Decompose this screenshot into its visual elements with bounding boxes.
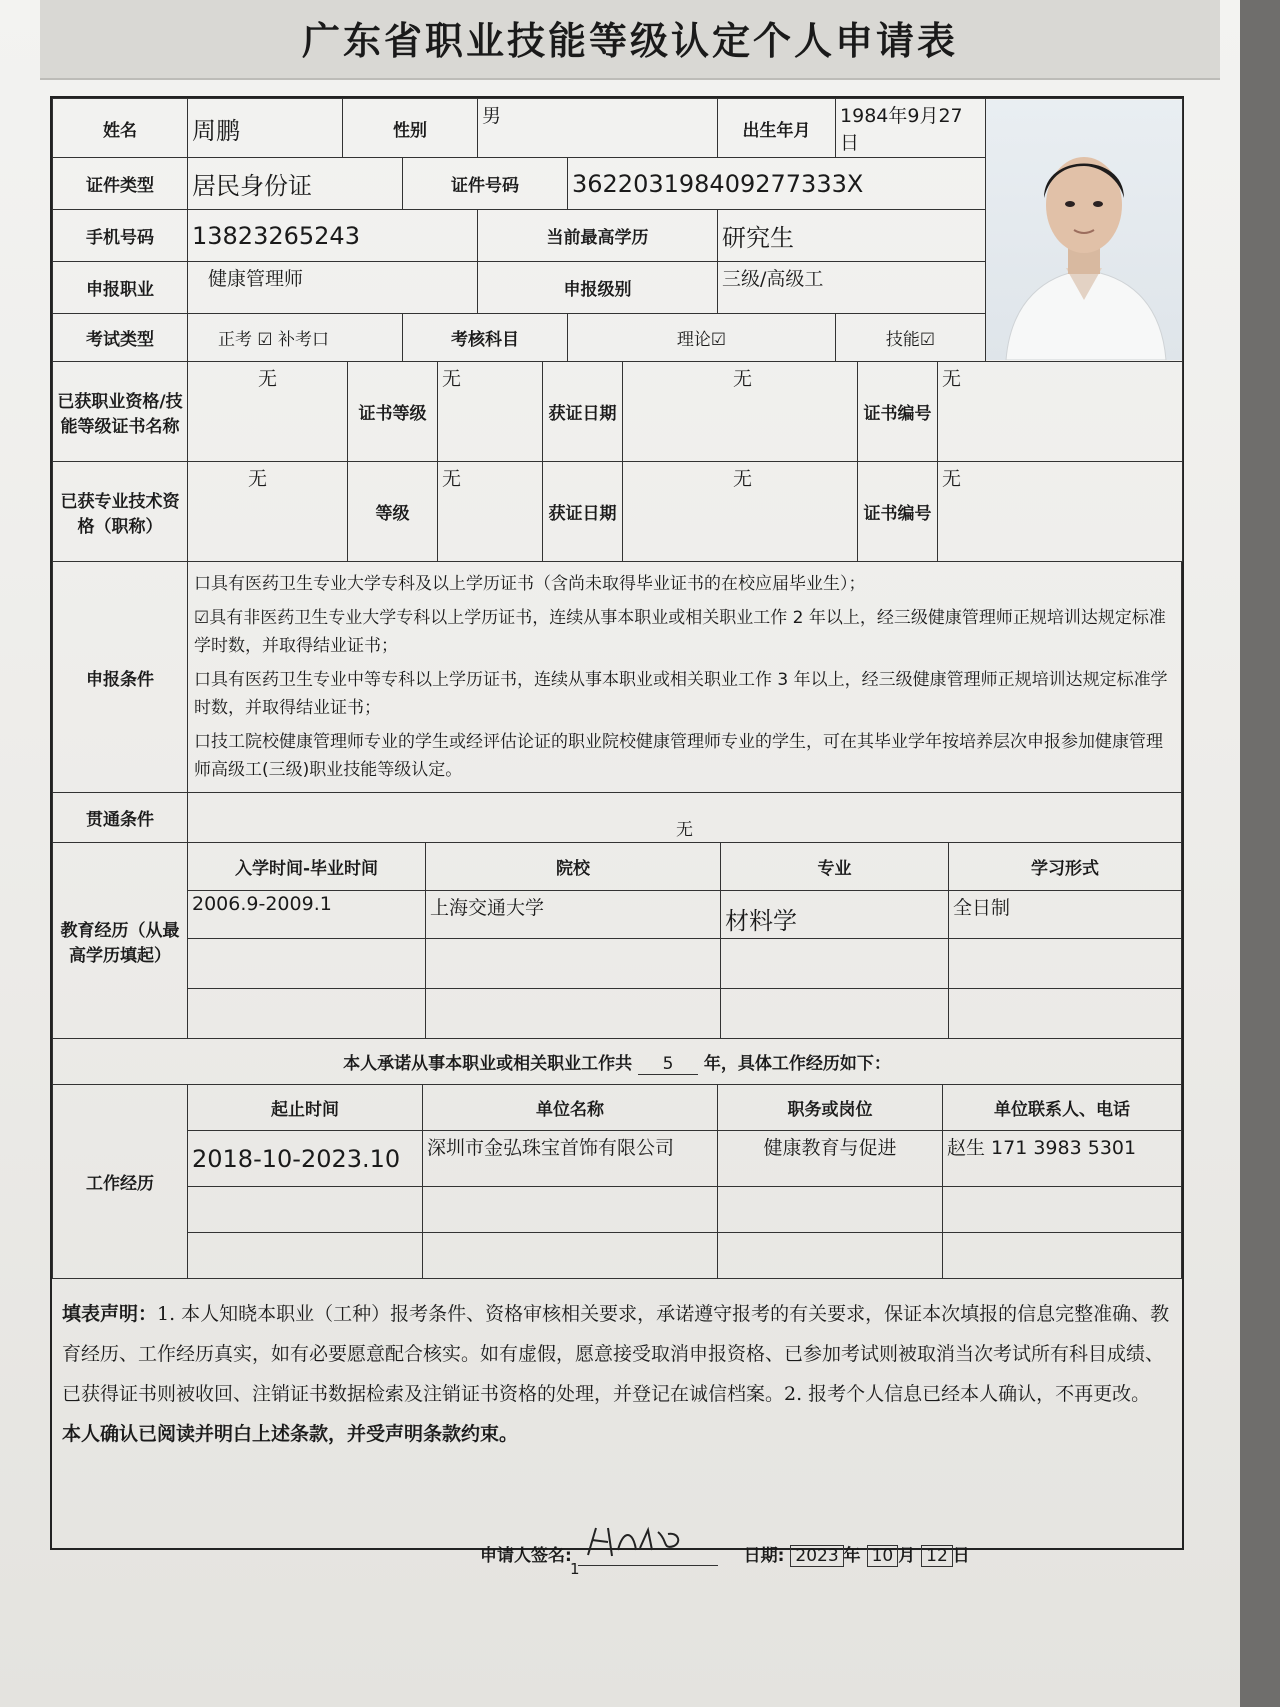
- cert1-grade-label: 证书等级: [348, 362, 438, 462]
- phone-value: 13823265243: [188, 210, 478, 262]
- through-label: 贯通条件: [53, 793, 188, 843]
- signature-scribble: [578, 1520, 718, 1560]
- edu-header-major: 专业: [721, 843, 949, 891]
- edu-major: 材料学: [721, 891, 949, 939]
- cert1-grade: 无: [438, 362, 543, 462]
- work-empty-cell: [423, 1233, 718, 1279]
- level-value: 三级/高级工: [718, 262, 986, 314]
- edu-header-mode: 学习形式: [949, 843, 1182, 891]
- id-type-label: 证件类型: [53, 158, 188, 210]
- date-day: 12: [921, 1545, 953, 1567]
- cert1-date: 无: [623, 362, 858, 462]
- date-year: 2023: [790, 1545, 843, 1567]
- work-promise-prefix: 本人承诺从事本职业或相关职业工作共: [343, 1053, 633, 1074]
- date-year-unit: 年: [843, 1546, 861, 1566]
- job-label: 申报职业: [53, 262, 188, 314]
- date-label: 日期:: [743, 1546, 785, 1566]
- edu-empty-cell: [949, 989, 1182, 1039]
- name-label: 姓名: [53, 99, 188, 158]
- birth-value: 1984年9月27日: [836, 99, 986, 158]
- subject-label: 考核科目: [403, 314, 568, 362]
- form-title: 广东省职业技能等级认定个人申请表: [301, 19, 958, 63]
- work-promise: [53, 1039, 1182, 1085]
- work-contact: 赵生 171 3983 5301: [943, 1131, 1182, 1187]
- id-type-value: 居民身份证: [188, 158, 403, 210]
- cert1-name: 无: [188, 362, 348, 462]
- edu-empty-cell: [949, 939, 1182, 989]
- phone-label: 手机号码: [53, 210, 188, 262]
- work-empty-cell: [943, 1233, 1182, 1279]
- edu-empty-cell: [188, 939, 426, 989]
- condition-item: 口技工院校健康管理师专业的学生或经评估论证的职业院校健康管理师专业的学生，可在其毕业学年按培养层次申报参加健康管理师高级工(三级)职业技能等级认定。: [194, 732, 1163, 780]
- work-empty-cell: [943, 1187, 1182, 1233]
- applicant-photo: [986, 100, 1182, 360]
- level-label: 申报级别: [478, 262, 718, 314]
- edu-empty-cell: [426, 989, 721, 1039]
- education-label: 教育经历（从最高学历填起）: [53, 843, 188, 1039]
- edu-header-school: 院校: [426, 843, 721, 891]
- conditions-label: 申报条件: [53, 562, 188, 793]
- work-empty-cell: [718, 1187, 943, 1233]
- work-header-position: 职务或岗位: [718, 1085, 943, 1131]
- work-header-contact: 单位联系人、电话: [943, 1085, 1182, 1131]
- edu-empty-cell: [721, 989, 949, 1039]
- cert2-grade: 无: [438, 462, 543, 562]
- gender-value: 男: [478, 99, 718, 158]
- declaration-confirm: 本人确认已阅读并明白上述条款，并受声明条款约束。: [62, 1423, 519, 1445]
- cert1-no: 无: [938, 362, 1183, 462]
- id-no-label: 证件号码: [403, 158, 568, 210]
- certificates-table: [52, 361, 1183, 562]
- work-company: 深圳市金弘珠宝首饰有限公司: [423, 1131, 718, 1187]
- work-promise-table: [52, 1038, 1182, 1085]
- birth-label: 出生年月: [718, 99, 836, 158]
- subject-skill: 技能☑: [836, 314, 986, 362]
- cert1-date-label: 获证日期: [543, 362, 623, 462]
- personal-info-table: [52, 98, 1183, 362]
- work-years: 5: [638, 1054, 698, 1075]
- work-period: 2018-10-2023.10: [188, 1131, 423, 1187]
- edu-period: 2006.9-2009.1: [188, 891, 426, 939]
- cert1-no-label: 证书编号: [858, 362, 938, 462]
- cert2-date-label: 获证日期: [543, 462, 623, 562]
- cert2-name: 无: [188, 462, 348, 562]
- cert2-date: 无: [623, 462, 858, 562]
- work-position: 健康教育与促进: [718, 1131, 943, 1187]
- work-header-period: 起止时间: [188, 1085, 423, 1131]
- handwritten-signature: [578, 1520, 718, 1566]
- job-value: 健康管理师: [188, 262, 478, 314]
- edu-mode: 全日制: [949, 891, 1182, 939]
- edu-empty-cell: [721, 939, 949, 989]
- work-empty-cell: [423, 1187, 718, 1233]
- cert1-label: 已获职业资格/技能等级证书名称: [53, 362, 188, 462]
- work-table: [52, 1084, 1182, 1279]
- edu-empty-cell: [188, 989, 426, 1039]
- work-header-company: 单位名称: [423, 1085, 718, 1131]
- cert2-no: 无: [938, 462, 1183, 562]
- work-label: 工作经历: [53, 1085, 188, 1279]
- through-value: 无: [188, 793, 1182, 843]
- subject-theory: 理论☑: [568, 314, 836, 362]
- work-empty-cell: [188, 1233, 423, 1279]
- condition-item: 口具有医药卫生专业中等专科以上学历证书，连续从事本职业或相关职业工作 3 年以上，经三级健康管理师正规培训达规定标准学时数，并取得结业证书；: [194, 670, 1168, 718]
- gender-label: 性别: [343, 99, 478, 158]
- education-table: [52, 842, 1182, 1039]
- work-promise-suffix: 年，具体工作经历如下：: [703, 1053, 891, 1074]
- education-level-value: 研究生: [718, 210, 986, 262]
- cert2-no-label: 证书编号: [858, 462, 938, 562]
- date-month: 10: [867, 1545, 899, 1567]
- date-day-unit: 日: [952, 1546, 970, 1566]
- education-level-label: 当前最高学历: [478, 210, 718, 262]
- cert2-label: 已获专业技术资格（职称）: [53, 462, 188, 562]
- declaration-text: 1. 本人知晓本职业（工种）报考条件、资格审核相关要求，承诺遵守报考的有关要求，保证本次填报的信息完整准确、教育经历、工作经历真实，如有必要愿意配合核实。如有虚假，愿意接受取消申报资格、已参加考试则被取消当次考试所有科目成绩、已获得证书则被收回、注销证书数据检索及注销证书资格的处理，并登记在诚信档案。2. 报考个人信息已经本人确认，不再更改。: [62, 1303, 1170, 1405]
- cert2-grade-label: 等级: [348, 462, 438, 562]
- conditions-list: [188, 562, 1182, 793]
- portrait-image: [986, 100, 1182, 360]
- work-empty-cell: [188, 1187, 423, 1233]
- signature-label: 申请人签名:: [480, 1546, 572, 1566]
- name-value: 周鹏: [188, 99, 343, 158]
- photo-cell: [986, 99, 1183, 362]
- exam-type-label: 考试类型: [53, 314, 188, 362]
- declaration: [50, 1288, 1194, 1460]
- date-month-unit: 月: [898, 1546, 916, 1566]
- declaration-heading: 填表声明：: [62, 1303, 158, 1325]
- conditions-table: [52, 561, 1182, 843]
- id-no-value: 362203198409277333X: [568, 158, 986, 210]
- exam-type-value: 正考 ☑ 补考口: [188, 314, 403, 362]
- condition-item: ☑具有非医药卫生专业大学专科以上学历证书，连续从事本职业或相关职业工作 2 年以上，经三级健康管理师正规培训达规定标准学时数，并取得结业证书；: [194, 608, 1166, 656]
- edu-school: 上海交通大学: [426, 891, 721, 939]
- condition-item: 口具有医药卫生专业大学专科及以上学历证书（含尚未取得毕业证书的在校应届毕业生）；: [194, 574, 866, 594]
- edu-empty-cell: [426, 939, 721, 989]
- work-empty-cell: [718, 1233, 943, 1279]
- edu-header-period: 入学时间-毕业时间: [188, 843, 426, 891]
- page-number: 1: [570, 1560, 580, 1578]
